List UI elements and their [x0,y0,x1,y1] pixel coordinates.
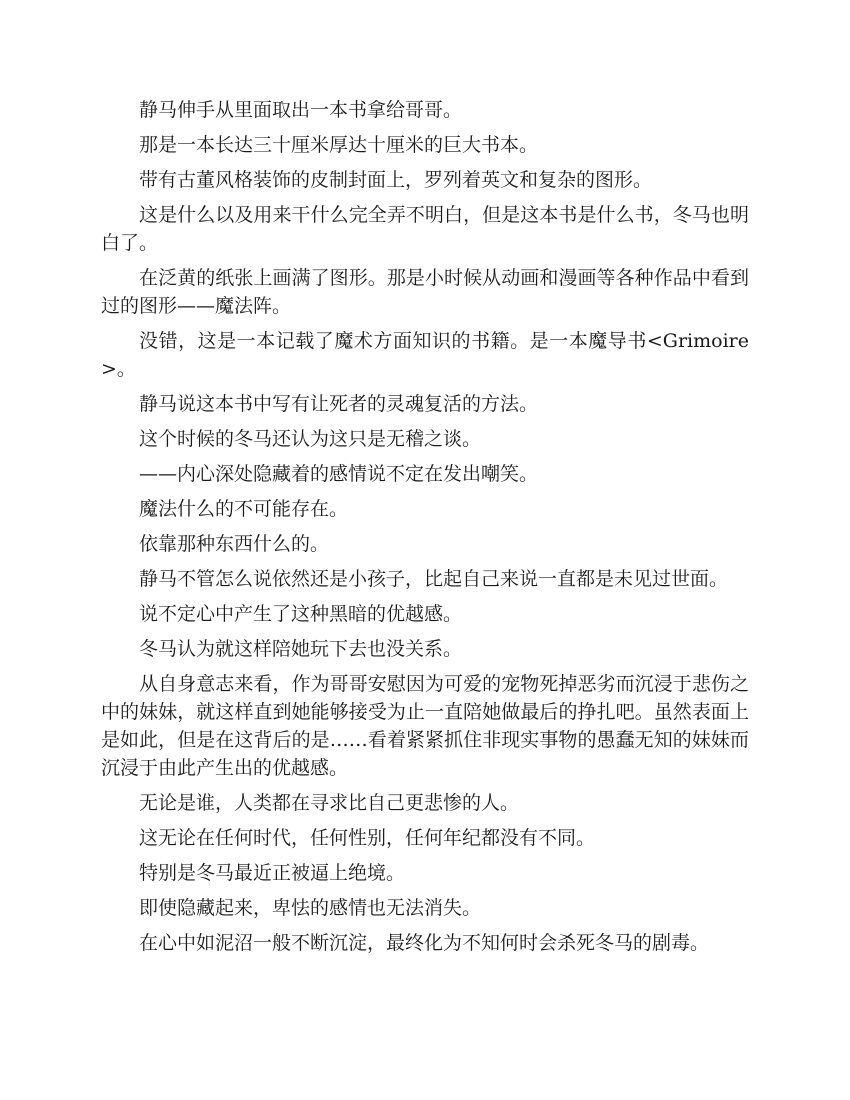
paragraph: 在泛黄的纸张上画满了图形。那是小时候从动画和漫画等各种作品中看到过的图形——魔法阵。 [101,267,749,317]
paragraph: 没错，这是一本记载了魔术方面知识的书籍。是一本魔导书<Grimoire>。 [101,330,749,380]
paragraph: 依靠那种东西什么的。 [139,533,330,555]
paragraph: 说不定心中产生了这种黑暗的优越感。 [139,603,463,625]
document-page [101,96,749,964]
paragraph: 即使隐藏起来，卑怯的感情也无法消失。 [139,897,482,919]
paragraph: 魔法什么的不可能存在。 [139,498,349,520]
paragraph: 特别是冬马最近正被逼上绝境。 [139,862,406,884]
paragraph: 静马伸手从里面取出一本书拿给哥哥。 [139,99,463,121]
paragraph: 在心中如泥沼一般不断沉淀，最终化为不知何时会杀死冬马的剧毒。 [139,932,710,954]
paragraph: ——内心深处隐藏着的感情说不定在发出嘲笑。 [139,463,539,485]
paragraph: 带有古董风格装饰的皮制封面上，罗列着英文和复杂的图形。 [139,169,653,191]
paragraph: 这是什么以及用来干什么完全弄不明白，但是这本书是什么书，冬马也明白了。 [101,204,749,254]
paragraph: 从自身意志来看，作为哥哥安慰因为可爱的宠物死掉恶劣而沉浸于悲伤之中的妹妹，就这样直到她能够接受为止一直陪她做最后的挣扎吧。虽然表面上是如此，但是在这背后的是……看着紧紧抓住非现实事物的愚蠢无知的妹妹而沉浸于由此产生出的优越感。 [101,673,749,779]
paragraph: 这个时候的冬马还认为这只是无稽之谈。 [139,428,482,450]
paragraph: 静马说这本书中写有让死者的灵魂复活的方法。 [139,393,539,415]
paragraph: 这无论在任何时代，任何性别，任何年纪都没有不同。 [139,827,596,849]
paragraph: 静马不管怎么说依然还是小孩子，比起自己来说一直都是未见过世面。 [139,568,729,590]
paragraph: 冬马认为就这样陪她玩下去也没关系。 [139,638,463,660]
paragraph: 无论是谁，人类都在寻求比自己更悲惨的人。 [139,792,520,814]
paragraph: 那是一本长达三十厘米厚达十厘米的巨大书本。 [139,134,539,156]
